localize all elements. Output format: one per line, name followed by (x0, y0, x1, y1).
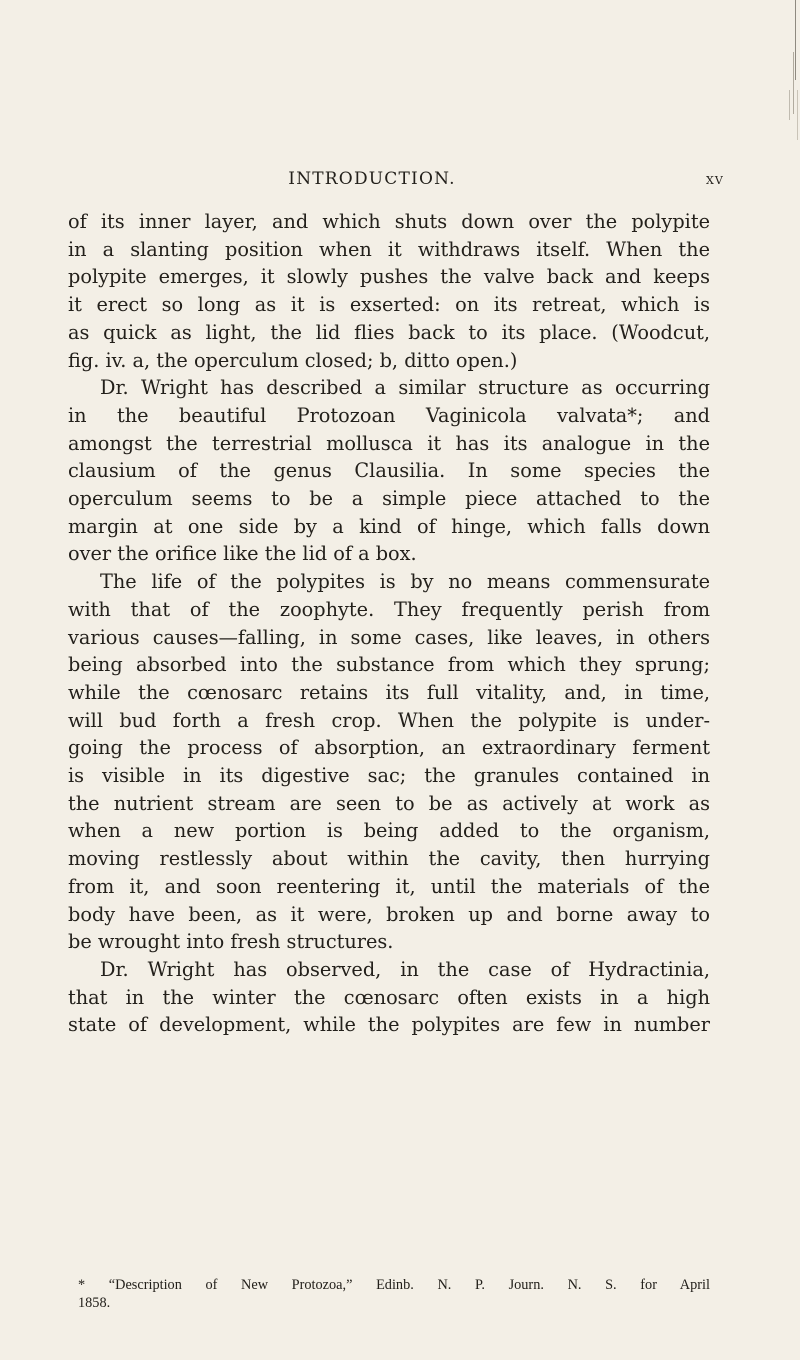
footnote-line: 1858. (78, 1295, 111, 1311)
text-line: in a slanting position when it withdraws itself. When the (68, 237, 710, 261)
text-line: as quick as light, the lid flies back to its place. (Woodcut, (68, 320, 710, 344)
text-line: operculum seems to be a simple piece attached to the (68, 487, 710, 511)
page-edge-mark (789, 90, 790, 120)
text-line: being absorbed into the substance from which they sprung; (68, 653, 710, 677)
text-line: of its inner layer, and which shuts down over the polypite (68, 210, 710, 233)
running-title: INTRODUCTION. (288, 169, 456, 189)
text-line: state of development, while the polypites are few in number (68, 1013, 710, 1037)
page-edge-mark (793, 52, 794, 114)
text-line: Dr. Wright has described a similar structure as occurring (100, 376, 710, 400)
body-text (68, 208, 710, 1039)
text-line: body have been, as it were, broken up and borne away to (68, 902, 710, 926)
text-line: in the beautiful Protozoan Vaginicola valvata*; and (68, 403, 710, 427)
text-line: fig. iv. a, the operculum closed; b, ditto open.) (68, 348, 518, 372)
footnote (78, 1276, 710, 1312)
text-line: will bud forth a fresh crop. When the polypite is under- (68, 708, 710, 732)
page-edge-mark (797, 90, 798, 140)
text-line: from it, and soon reentering it, until the materials of the (68, 874, 710, 898)
text-line: that in the winter the cœnosarc often exists in a high (68, 985, 710, 1009)
text-line: various causes—falling, in some cases, like leaves, in others (68, 625, 710, 649)
text-line: the nutrient stream are seen to be as actively at work as (68, 791, 710, 815)
text-line: while the cœnosarc retains its full vitality, and, in time, (68, 680, 710, 704)
text-line: moving restlessly about within the cavity, then hurrying (68, 847, 710, 871)
text-line: polypite emerges, it slowly pushes the valve back and keeps (68, 265, 710, 289)
text-line: it erect so long as it is exserted: on its retreat, which is (68, 293, 710, 317)
running-header (0, 169, 800, 193)
page-number: xv (706, 169, 724, 188)
text-line: with that of the zoophyte. They frequently perish from (68, 597, 710, 621)
footnote-line: * “Description of New Protozoa,” Edinb. N. P. Journ. N. S. for April (78, 1277, 710, 1293)
text-line: Dr. Wright has observed, in the case of Hydractinia, (100, 957, 710, 981)
text-line: be wrought into fresh structures. (68, 930, 394, 954)
text-line: when a new portion is being added to the organism, (68, 819, 710, 843)
text-line: clausium of the genus Clausilia. In some species the (68, 459, 710, 483)
page-edge-mark (795, 0, 796, 80)
text-line: amongst the terrestrial mollusca it has its analogue in the (68, 431, 710, 455)
text-line: margin at one side by a kind of hinge, which falls down (68, 514, 710, 538)
text-line: over the orifice like the lid of a box. (68, 542, 417, 566)
text-line: is visible in its digestive sac; the granules contained in (68, 764, 710, 788)
text-line: The life of the polypites is by no means commensurate (100, 570, 710, 594)
text-line: going the process of absorption, an extraordinary ferment (68, 736, 710, 760)
